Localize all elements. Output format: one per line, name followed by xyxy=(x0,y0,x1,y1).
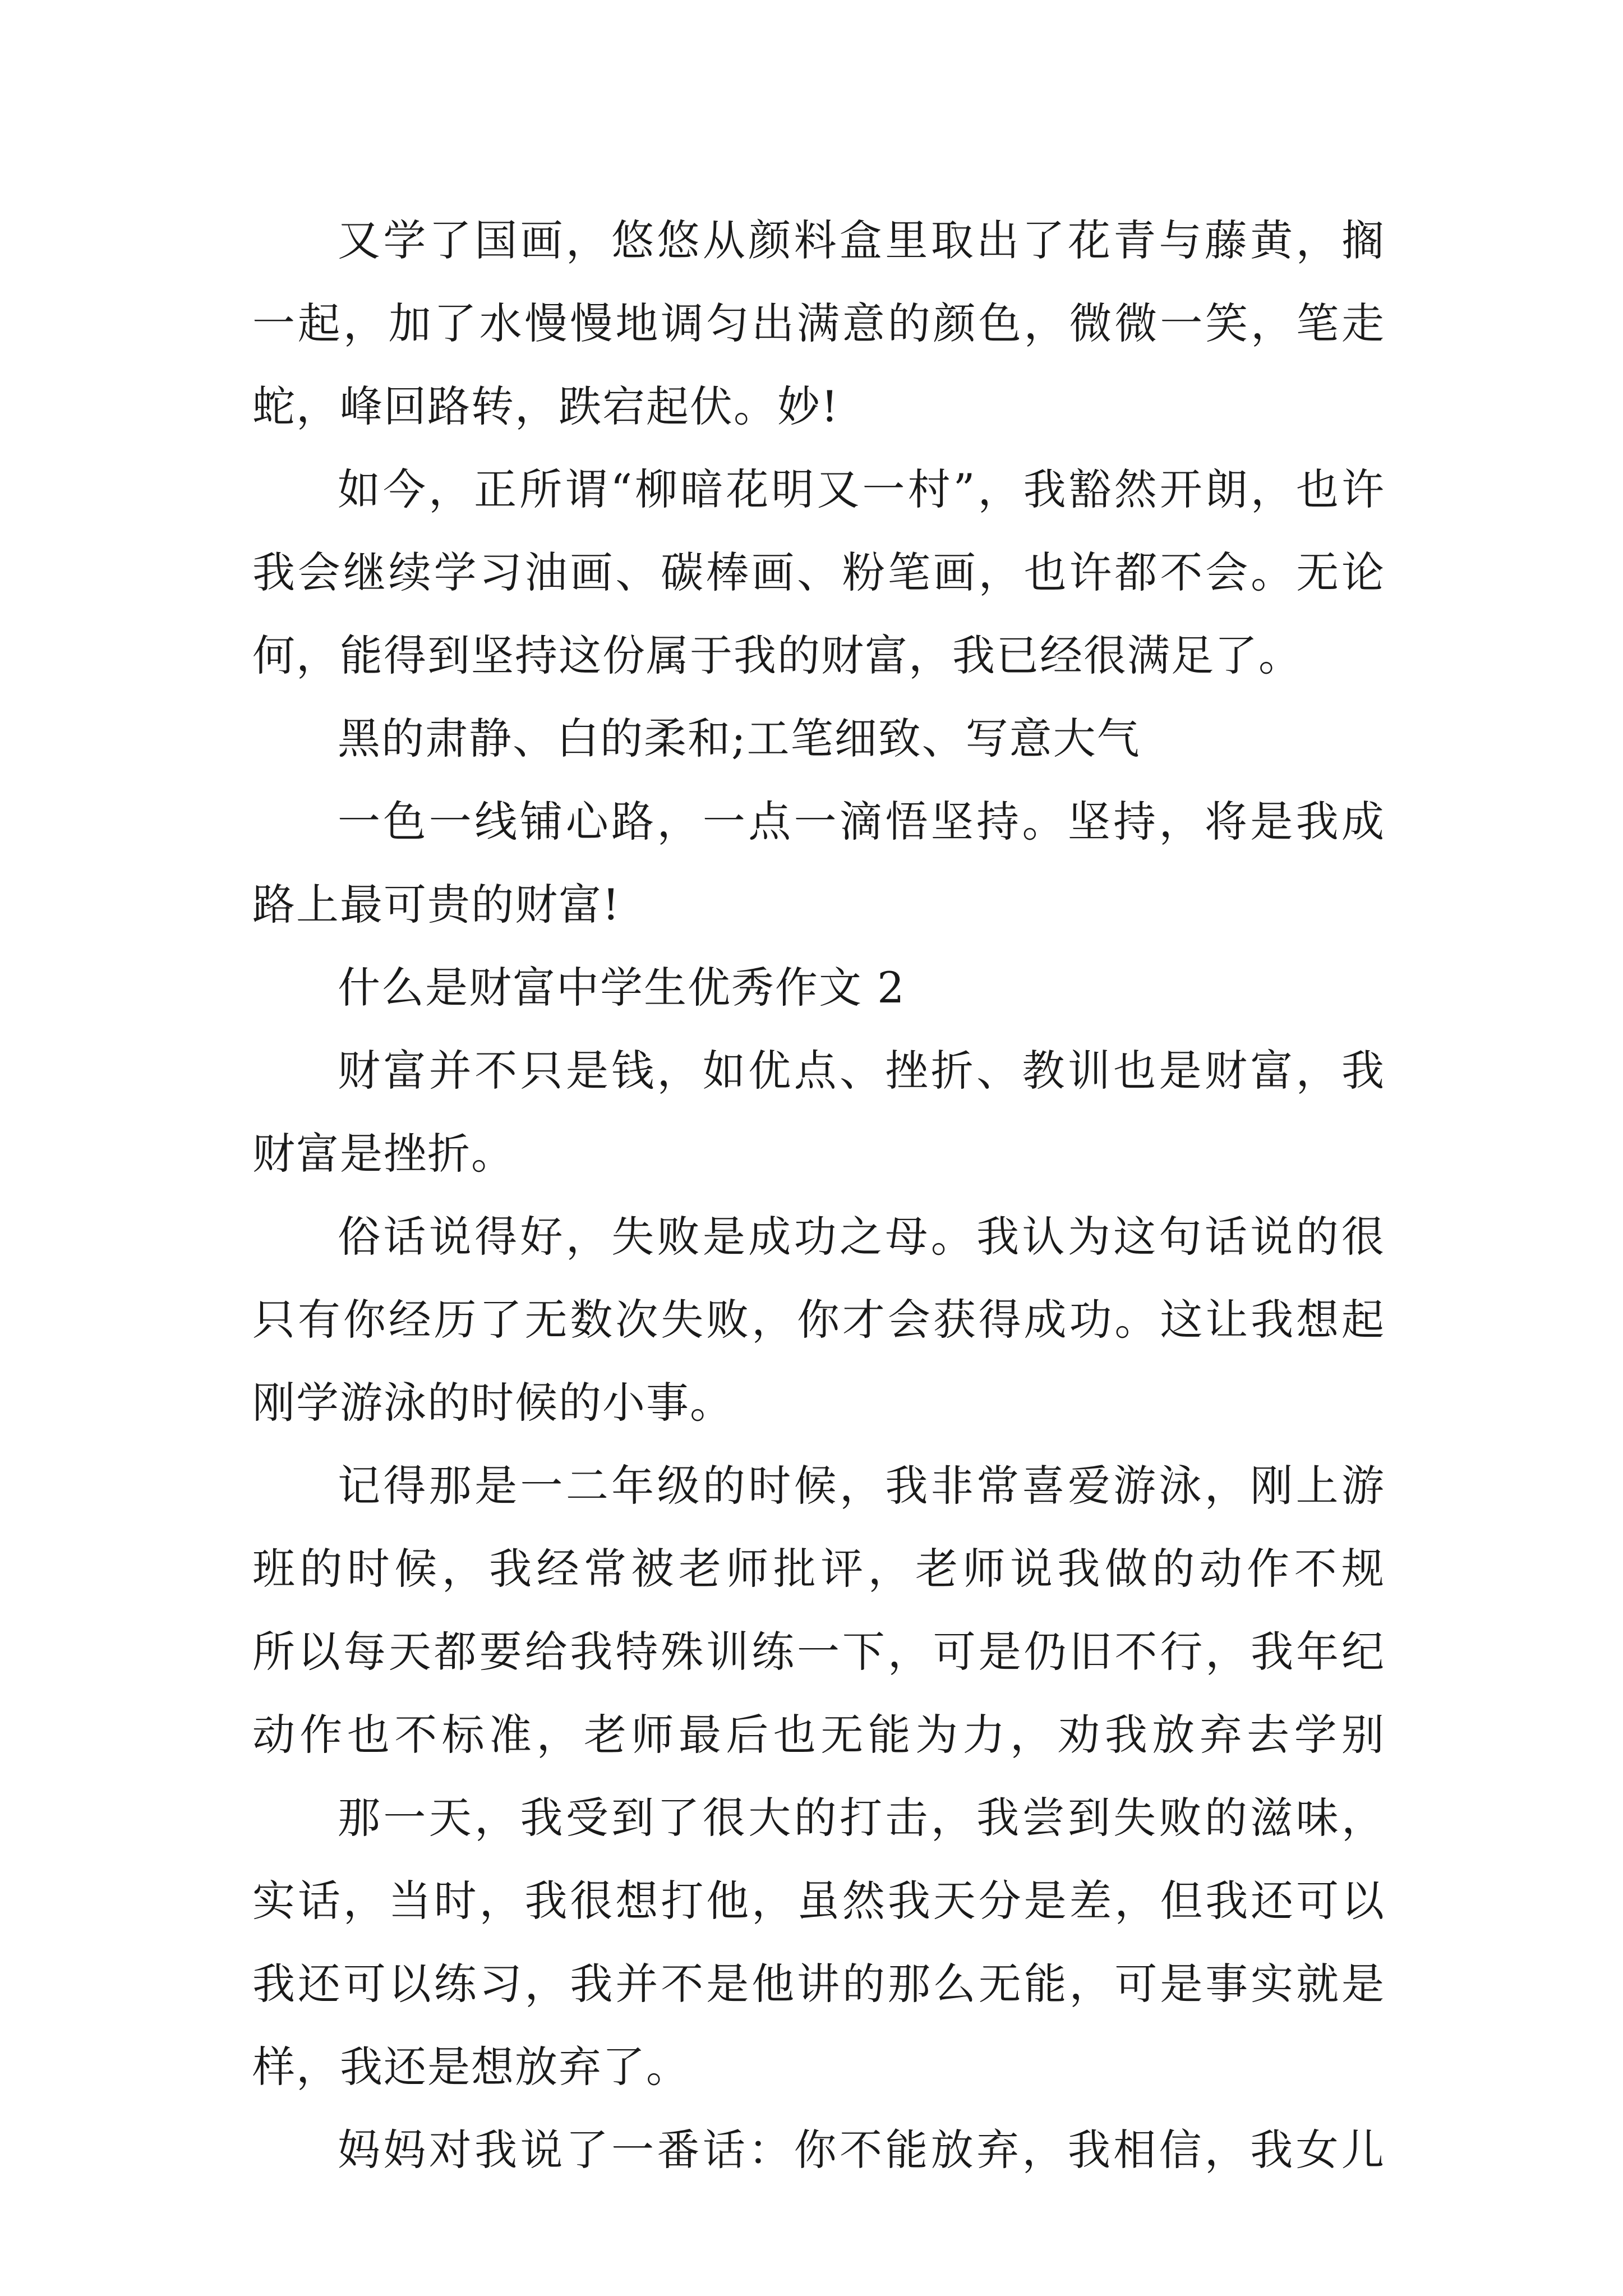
text-line: 只有你经历了无数次失败，你才会获得成功。这让我想起 xyxy=(252,1295,1385,1345)
paragraph xyxy=(252,1029,1385,1195)
paragraph xyxy=(252,780,1385,946)
text-line: 俗话说得好，失败是成功之母。我认为这句话说的很 xyxy=(338,1212,1385,1262)
text-line: 如今，正所谓“柳暗花明又一村”，我豁然开朗，也许 xyxy=(338,464,1385,514)
text-line: 又学了国画，悠悠从颜料盒里取出了花青与藤黄，搁 xyxy=(338,215,1385,265)
text-line: 动作也不标准，老师最后也无能为力，劝我放弃去学别 xyxy=(252,1710,1385,1760)
section-heading xyxy=(252,946,1385,1029)
paragraph xyxy=(252,448,1385,697)
text-line: 那一天，我受到了很大的打击，我尝到失败的滋味， xyxy=(338,1793,1385,1843)
text-line: 实话，当时，我很想打他，虽然我天分是差，但我还可以 xyxy=(252,1876,1385,1926)
paragraph xyxy=(252,1777,1385,2109)
text-line: 所以每天都要给我特殊训练一下，可是仍旧不行，我年纪 xyxy=(252,1627,1385,1677)
text-line: 妈妈对我说了一番话：你不能放弃，我相信，我女儿 xyxy=(338,2125,1385,2175)
text-line: 路上最可贵的财富! xyxy=(252,880,621,930)
text-line: 我会继续学习油画、碳棒画、粉笔画，也许都不会。无论 xyxy=(252,547,1385,597)
text-line: 记得那是一二年级的时候，我非常喜爱游泳，刚上游 xyxy=(338,1461,1385,1511)
text-line: 何，能得到坚持这份属于我的财富，我已经很满足了。 xyxy=(252,631,1302,680)
paragraph xyxy=(252,1444,1385,1777)
text-line: 刚学游泳的时候的小事。 xyxy=(252,1378,734,1428)
text-line: 财富是挫折。 xyxy=(252,1129,515,1179)
document-body xyxy=(252,199,1385,2192)
text-line: 什么是财富中学生优秀作文 2 xyxy=(338,963,906,1013)
paragraph xyxy=(252,2109,1385,2192)
text-line: 蛇，峰回路转，跌宕起伏。妙! xyxy=(252,381,840,431)
text-line: 财富并不只是钱，如优点、挫折、教训也是财富，我 xyxy=(338,1046,1385,1096)
text-line: 一色一线铺心路，一点一滴悟坚持。坚持，将是我成 xyxy=(338,797,1385,846)
paragraph xyxy=(252,1195,1385,1444)
paragraph xyxy=(252,697,1385,780)
paragraph xyxy=(252,199,1385,448)
text-line: 班的时候，我经常被老师批评，老师说我做的动作不规 xyxy=(252,1544,1385,1594)
text-line: 一起，加了水慢慢地调匀出满意的颜色，微微一笑，笔走 xyxy=(252,298,1385,348)
text-line: 我还可以练习，我并不是他讲的那么无能，可是事实就是 xyxy=(252,1959,1385,2009)
text-line: 黑的肃静、白的柔和;工笔细致、写意大气 xyxy=(338,714,1141,763)
text-line: 样，我还是想放弃了。 xyxy=(252,2042,690,2092)
